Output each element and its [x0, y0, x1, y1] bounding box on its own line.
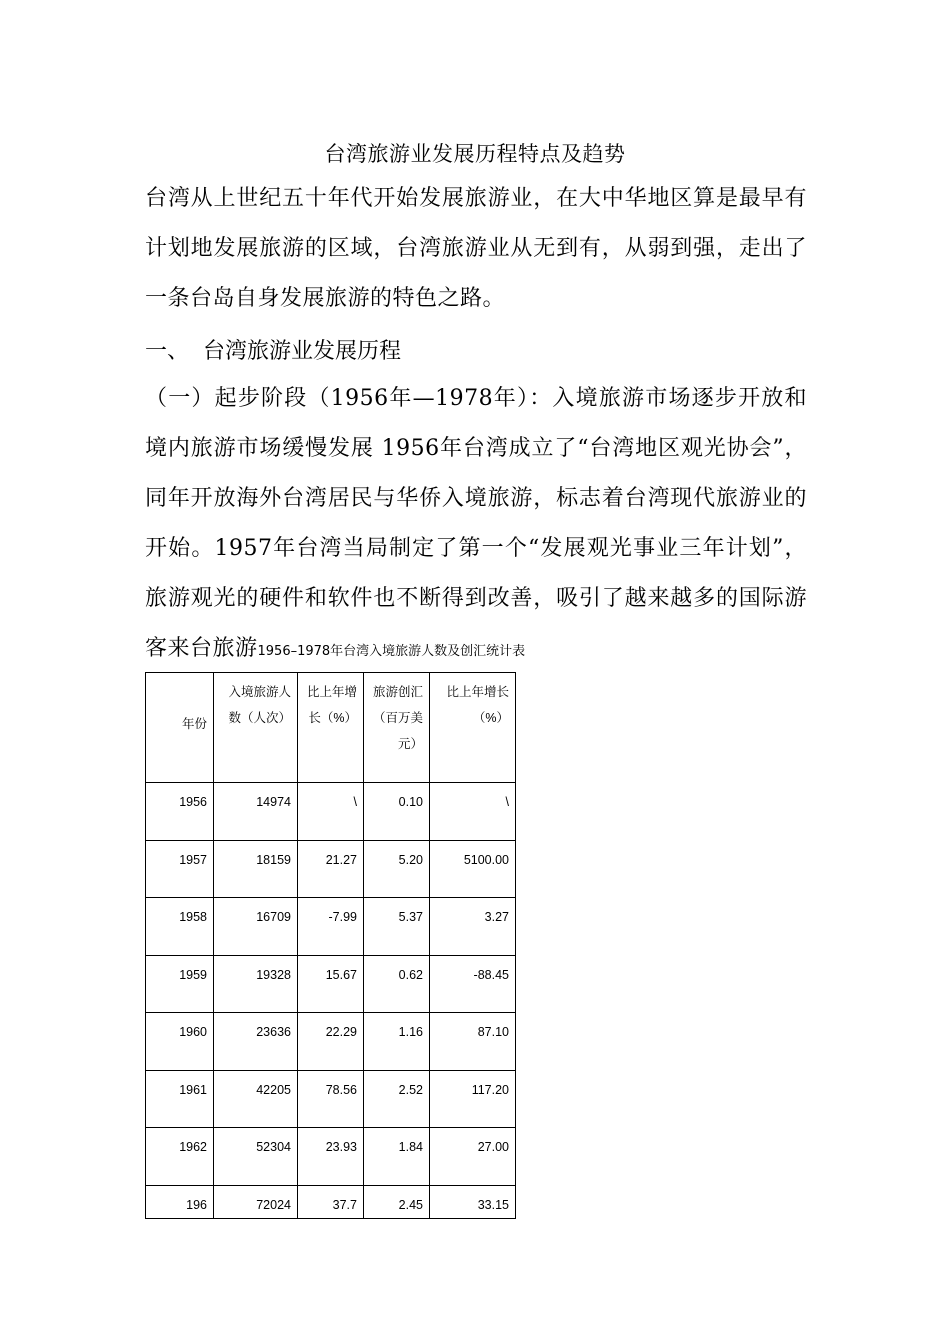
cell-revenue: 1.84	[364, 1128, 430, 1186]
cell-revenue-growth: 87.10	[430, 1013, 516, 1071]
section-number: 一、	[145, 339, 190, 364]
section-title: 台湾旅游业发展历程	[203, 339, 402, 364]
table-caption: 1956–1978年台湾入境旅游人数及创汇统计表	[257, 644, 526, 659]
header-year: 年份	[146, 673, 214, 783]
cell-visitors: 72024	[214, 1185, 298, 1218]
cell-revenue-growth: 5100.00	[430, 840, 516, 898]
cell-visitors: 23636	[214, 1013, 298, 1071]
table-row	[146, 955, 516, 1013]
table-row	[146, 783, 516, 841]
cell-revenue: 5.37	[364, 898, 430, 956]
tourism-statistics-table	[145, 672, 516, 1219]
stage-paragraph	[145, 374, 807, 677]
cell-visitors: 52304	[214, 1128, 298, 1186]
header-revenue: 旅游创汇（百万美元）	[364, 673, 430, 783]
stage-text: （一）起步阶段（1956年—1978年）：入境旅游市场逐步开放和境内旅游市场缓慢发展 1956年台湾成立了“台湾地区观光协会”，同年开放海外台湾居民与华侨入境旅游，标志着台湾现代旅游业的开始。1957年台湾当局制定了第一个“发展观光事业三年计划”，旅游观光的硬件和软件也不断得到改善，吸引了越来越多的国际游客来台旅游	[145, 386, 807, 661]
cell-year: 1961	[146, 1070, 214, 1128]
cell-revenue: 1.16	[364, 1013, 430, 1071]
cell-visitors-growth: -7.99	[298, 898, 364, 956]
header-revenue-growth: 比上年增长（%）	[430, 673, 516, 783]
cell-revenue: 5.20	[364, 840, 430, 898]
cell-year: 1958	[146, 898, 214, 956]
table-row	[146, 1185, 516, 1218]
cell-visitors-growth: 15.67	[298, 955, 364, 1013]
cell-year: 1960	[146, 1013, 214, 1071]
cell-revenue: 2.45	[364, 1185, 430, 1218]
cell-year: 1959	[146, 955, 214, 1013]
table-row	[146, 840, 516, 898]
cell-visitors-growth: 21.27	[298, 840, 364, 898]
table-header-row	[146, 673, 516, 783]
cell-year: 1956	[146, 783, 214, 841]
cell-visitors-growth: 22.29	[298, 1013, 364, 1071]
cell-revenue: 2.52	[364, 1070, 430, 1128]
document-title: 台湾旅游业发展历程特点及趋势	[324, 142, 626, 166]
cell-year: 1962	[146, 1128, 214, 1186]
intro-paragraph: 台湾从上世纪五十年代开始发展旅游业，在大中华地区算是最早有计划地发展旅游的区域，台湾旅游业从无到有，从弱到强，走出了一条台岛自身发展旅游的特色之路。	[145, 186, 807, 311]
cell-visitors: 16709	[214, 898, 298, 956]
cell-revenue-growth: 3.27	[430, 898, 516, 956]
cell-visitors-growth: 78.56	[298, 1070, 364, 1128]
cell-visitors-growth: 37.7	[298, 1185, 364, 1218]
table-row	[146, 1070, 516, 1128]
header-visitors-growth: 比上年增长（%）	[298, 673, 364, 783]
cell-revenue-growth: 33.15	[430, 1185, 516, 1218]
cell-visitors: 19328	[214, 955, 298, 1013]
cell-visitors-growth: \	[298, 783, 364, 841]
cell-visitors: 14974	[214, 783, 298, 841]
section-heading	[145, 334, 401, 370]
cell-revenue-growth: 27.00	[430, 1128, 516, 1186]
cell-revenue: 0.10	[364, 783, 430, 841]
cell-revenue: 0.62	[364, 955, 430, 1013]
cell-year: 1957	[146, 840, 214, 898]
table-row	[146, 1128, 516, 1186]
cell-visitors: 18159	[214, 840, 298, 898]
cell-year: 196	[146, 1185, 214, 1218]
table-row	[146, 898, 516, 956]
cell-revenue-growth: -88.45	[430, 955, 516, 1013]
cell-revenue-growth: 117.20	[430, 1070, 516, 1128]
cell-visitors: 42205	[214, 1070, 298, 1128]
header-visitors: 入境旅游人数（人次）	[214, 673, 298, 783]
table-row	[146, 1013, 516, 1071]
cell-visitors-growth: 23.93	[298, 1128, 364, 1186]
cell-revenue-growth: \	[430, 783, 516, 841]
